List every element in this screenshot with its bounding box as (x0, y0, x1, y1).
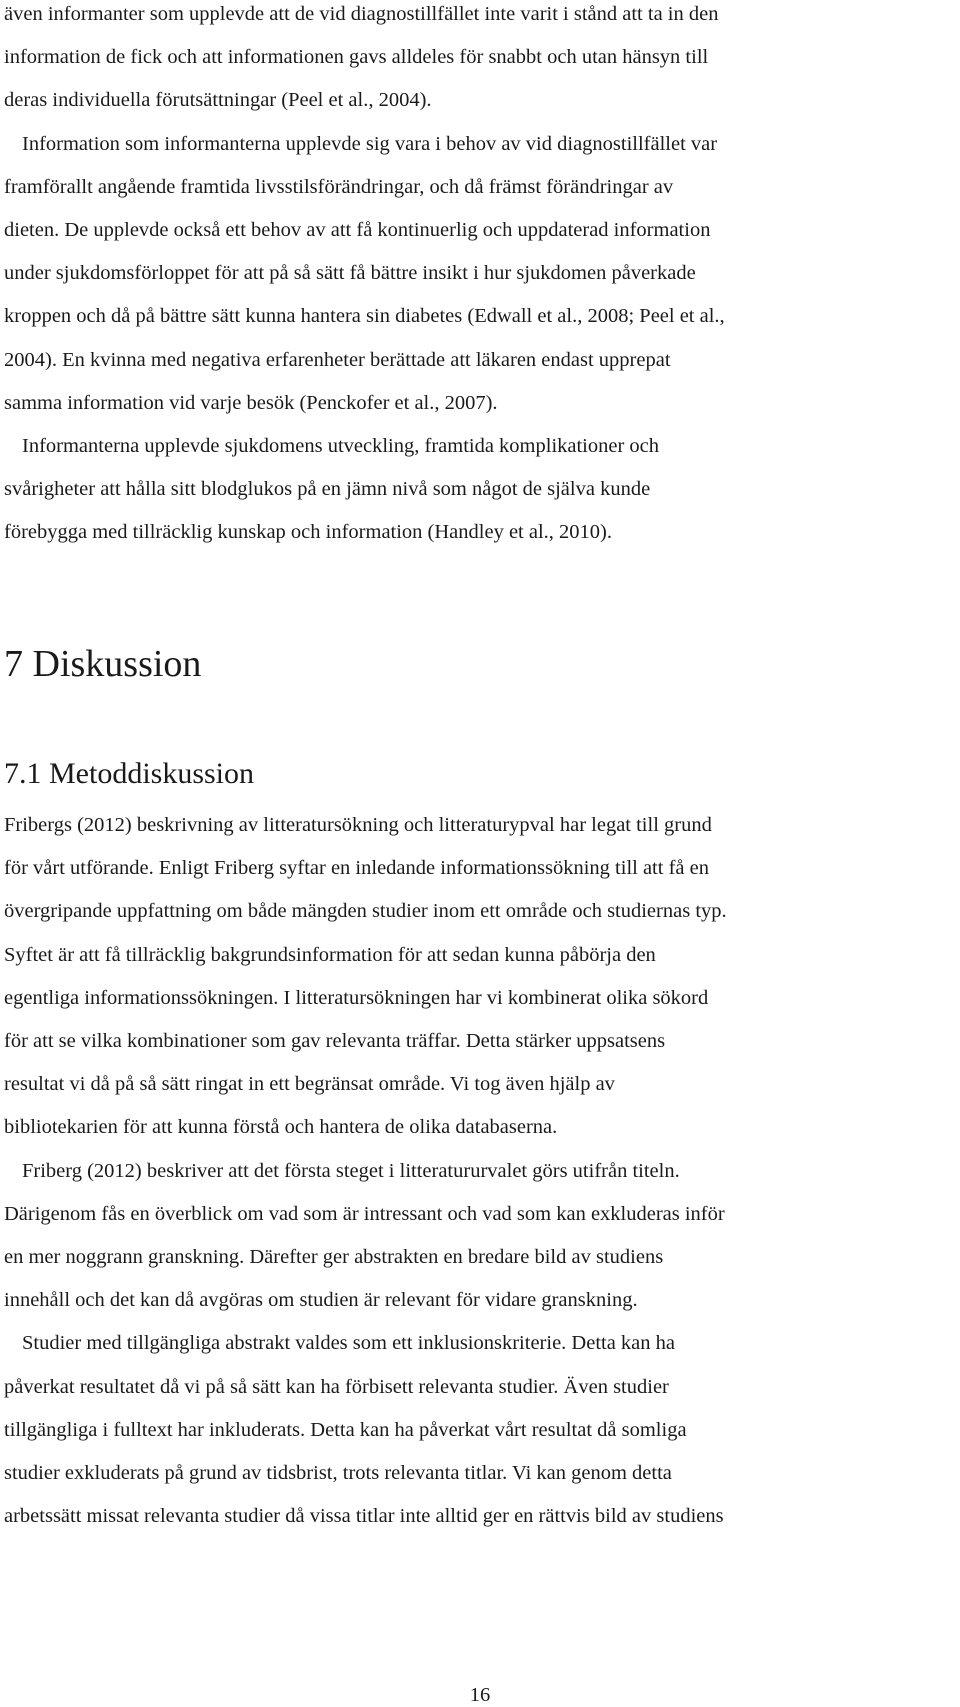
body-text-block-1 (4, 0, 956, 555)
body-text-block-2 (4, 804, 956, 1538)
text-line: Studier med tillgängliga abstrakt valdes som ett inklusionskriterie. Detta kan ha (22, 1332, 676, 1355)
text-line: påverkat resultatet då vi på så sätt kan ha förbisett relevanta studier. Även studier (4, 1375, 669, 1398)
text-line: tillgängliga i fulltext har inkluderats. Detta kan ha påverkat vårt resultat då somliga (4, 1418, 687, 1441)
text-line: egentliga informationssökningen. I litteratursökningen har vi kombinerat olika sökord (4, 986, 709, 1009)
text-line: även informanter som upplevde att de vid diagnostillfället inte varit i stånd att ta in den (4, 3, 719, 25)
text-line: för att se vilka kombinationer som gav relevanta träffar. Detta stärker uppsatsens (4, 1030, 666, 1053)
text-line: samma information vid varje besök (Penckofer et al., 2007). (4, 391, 498, 414)
text-line: övergripande uppfattning om både mängden studier inom ett område och studiernas typ. (4, 900, 727, 923)
text-line: 2004). En kvinna med negativa erfarenheter berättade att läkaren endast upprepat (4, 348, 671, 371)
text-line: framförallt angående framtida livsstilsförändringar, och då främst förändringar av (4, 175, 674, 198)
text-line: Informanterna upplevde sjukdomens utveckling, framtida komplikationer och (22, 435, 660, 458)
text-line: Friberg (2012) beskriver att det första steget i litteratururvalet görs utifrån titeln. (22, 1159, 680, 1182)
text-line: under sjukdomsförloppet för att på så sätt få bättre insikt i hur sjukdomen påverkade (4, 262, 696, 285)
text-line: Därigenom fås en överblick om vad som är intressant och vad som kan exkluderas inför (4, 1202, 725, 1225)
text-line: studier exkluderats på grund av tidsbrist, trots relevanta titlar. Vi kan genom detta (4, 1462, 672, 1485)
subsection-heading: 7.1 Metoddiskussion (4, 757, 255, 790)
text-line: svårigheter att hålla sitt blodglukos på en jämn nivå som något de själva kunde (4, 478, 651, 501)
section-heading: 7 Diskussion (4, 643, 202, 685)
page-number: 16 (469, 1684, 491, 1706)
text-line: kroppen och då på bättre sätt kunna hantera sin diabetes (Edwall et al., 2008; Peel et al., (4, 305, 725, 328)
text-line: Information som informanterna upplevde sig vara i behov av vid diagnostillfället var (22, 132, 718, 155)
text-line: Syftet är att få tillräcklig bakgrundsinformation för att sedan kunna påbörja den (4, 943, 656, 966)
text-line: innehåll och det kan då avgöras om studien är relevant för vidare granskning. (4, 1289, 638, 1312)
text-line: en mer noggrann granskning. Därefter ger abstrakten en bredare bild av studiens (4, 1246, 664, 1269)
text-line: Fribergs (2012) beskrivning av litteratursökning och litteraturурval har legat till grund (4, 814, 712, 836)
text-line: resultat vi då på så sätt ringat in ett begränsat område. Vi tog även hjälp av (4, 1073, 615, 1096)
text-line: information de fick och att informationen gavs alldeles för snabbt och utan hänsyn till (4, 46, 709, 69)
text-line: deras individuella förutsättningar (Peel et al., 2004). (4, 89, 432, 112)
text-line: förebygga med tillräcklig kunskap och information (Handley et al., 2010). (4, 521, 612, 544)
text-line: för vårt utförande. Enligt Friberg syftar en inledande informationssökning till att få en (4, 857, 709, 880)
text-line: dieten. De upplevde också ett behov av att få kontinuerlig och uppdaterad information (4, 219, 711, 242)
text-line: bibliotekarien för att kunna förstå och hantera de olika databaserna. (4, 1116, 558, 1139)
text-line: arbetssätt missat relevanta studier då vissa titlar inte alltid ger en rättvis bild av studiens (4, 1505, 724, 1528)
